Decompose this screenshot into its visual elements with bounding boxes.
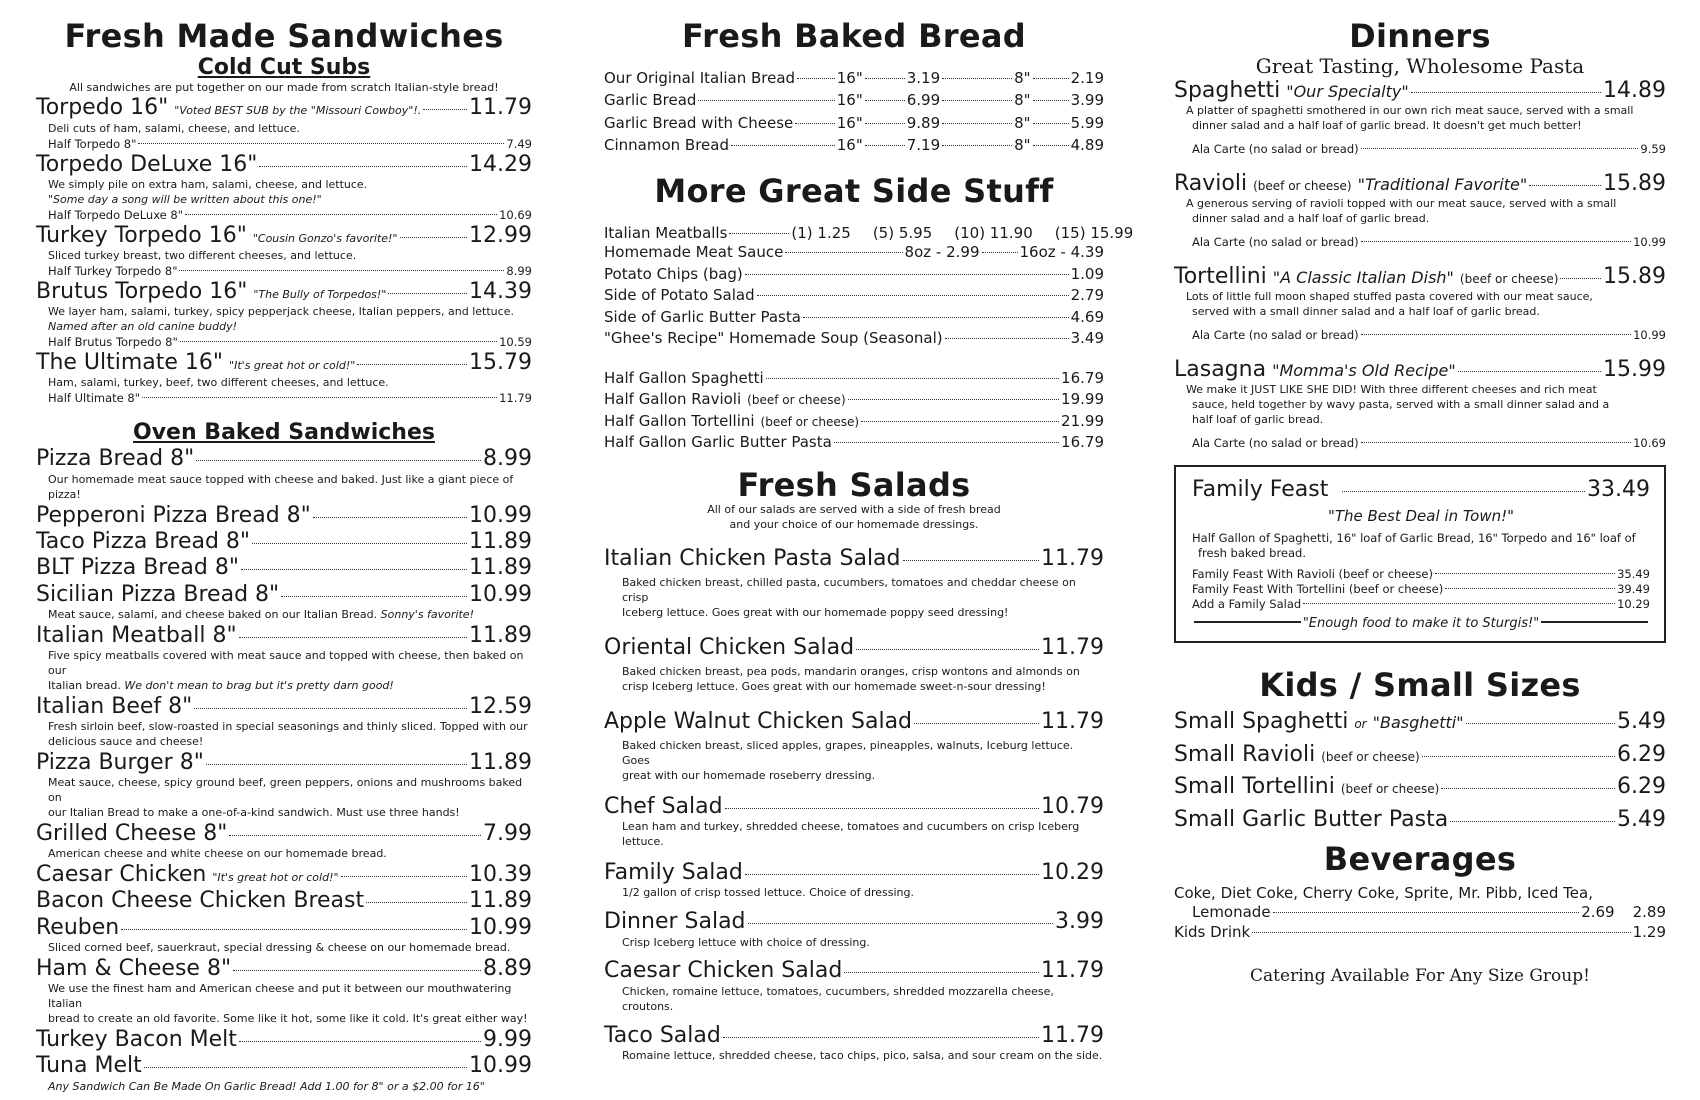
dinners-subtitle: Great Tasting, Wholesome Pasta: [1255, 53, 1585, 78]
bread-name: Our Original Italian Bread: [604, 68, 796, 87]
feast-options-list: [1192, 567, 1650, 612]
side-price: 3.49: [1070, 329, 1104, 348]
half-gallon-name: Half Gallon Garlic Butter Pasta: [604, 433, 832, 452]
feast-option-name: Family Feast With Ravioli (beef or cheese): [1192, 566, 1433, 581]
apple-salad-desc: Baked chicken breast, sliced apples, grapes, pineapples, walnuts, Iceburg lettuce. Goes great with our homemade roseberry dressing.: [622, 739, 1074, 783]
ham-cheese-desc: We use the finest ham and American cheese and put it between our mouthwatering Italian bread to create an old favorite. Some like it hot, some like it cold. It's great either way!: [48, 982, 528, 1026]
reuben-desc: Sliced corned beef, sauerkraut, special dressing & cheese on our homemade bread.: [48, 941, 511, 955]
torpedo-desc: Deli cuts of ham, salami, cheese, and lettuce.: [48, 121, 300, 135]
side-name: "Ghee's Recipe" Homemade Soup (Seasonal): [604, 329, 943, 348]
item-taco-pizza: Taco Pizza Bread 8" 11.89: [36, 528, 532, 554]
feast-option-price: 39.49: [1617, 581, 1650, 596]
item-half-turkey: Half Turkey Torpedo 8" 8.99: [48, 263, 532, 278]
item-half-ultimate: Half Ultimate 8" 11.79: [48, 391, 532, 406]
family-feast-box: [1174, 465, 1666, 643]
bread-size-large: 16": [836, 113, 863, 132]
feast-option: [1192, 567, 1650, 582]
taco-salad-desc: Romaine lettuce, shredded cheese, taco chips, pico, salsa, and sour cream on the side.: [622, 1048, 1103, 1062]
item-half-brutus: Half Brutus Torpedo 8" 10.59: [48, 334, 532, 349]
half-gallon-qual: (beef or cheese): [760, 414, 860, 429]
sicilian-desc: Meat sauce, salami, and cheese baked on our Italian Bread. Sonny's favorite!: [48, 608, 474, 622]
item-meatball: Italian Meatball 8" 11.89: [36, 622, 532, 648]
catering-note: Catering Available For Any Size Group!: [1250, 966, 1590, 987]
tortellini-ala-carte: Ala Carte (no salad or bread) 10.99: [1192, 327, 1666, 342]
bread-name: Garlic Bread: [604, 91, 697, 110]
feast-footer: "Enough food to make it to Sturgis!": [1192, 616, 1650, 633]
item-spaghetti: Spaghetti "Our Specialty" 14.89: [1174, 77, 1666, 103]
item-half-torpedo: Half Torpedo 8" 7.49: [48, 136, 532, 151]
meatball-desc: Five spicy meatballs covered with meat sauce and topped with cheese, then baked on our Italian bread. We don't mean to brag but it's pretty darn good!: [48, 649, 524, 692]
oriental-salad-desc: Baked chicken breast, pea pods, mandarin oranges, crisp wontons and almonds on crisp Iceberg lettuce. Goes great with our homemade sweet-n-sour dressing!: [622, 665, 1080, 694]
dinner-salad-desc: Crisp Iceberg lettuce with choice of dressing.: [622, 935, 870, 949]
feast-desc: Half Gallon of Spaghetti, 16" loaf of Garlic Bread, 16" Torpedo and 16" loaf of fresh baked bread.: [1192, 531, 1636, 561]
deluxe-quote: "Some day a song will be written about this one!": [48, 192, 322, 206]
feast-option: [1192, 597, 1650, 612]
grilled-desc: American cheese and white cheese on our homemade bread.: [48, 847, 387, 861]
turkey-desc: Sliced turkey breast, two different cheeses, and lettuce.: [48, 249, 357, 263]
spaghetti-desc: A platter of spaghetti smothered in our own rich meat sauce, served with a small dinner salad and a half loaf of garlic bread. It doesn't get much better!: [1186, 104, 1634, 133]
brutus-desc: We layer ham, salami, turkey, spicy pepperjack cheese, Italian peppers, and lettuce.: [48, 305, 514, 319]
item-chef-salad: Chef Salad 10.79: [604, 793, 1104, 819]
bread-size-small: 8": [1014, 68, 1031, 87]
item-ham-cheese: Ham & Cheese 8" 8.89: [36, 956, 532, 982]
side-item: [604, 308, 1104, 328]
item-apple-walnut-salad: Apple Walnut Chicken Salad 11.79: [604, 708, 1104, 734]
bread-price-small: 5.99: [1070, 113, 1104, 132]
item-sicilian: Sicilian Pizza Bread 8" 10.99: [36, 581, 532, 607]
item-ultimate: The Ultimate 16" "It's great hot or cold!" 15.79: [36, 349, 532, 375]
half-gallon-price: 16.79: [1061, 433, 1104, 452]
torpedo-tag: "Voted BEST SUB by the "Missouri Cowboy"!.: [174, 104, 422, 118]
item-italian-chicken-salad: Italian Chicken Pasta Salad 11.79: [604, 545, 1104, 571]
item-lemonade: Lemonade 2.69 2.89: [1192, 903, 1666, 922]
lasagna-ala-carte: Ala Carte (no salad or bread) 10.69: [1192, 435, 1666, 450]
bread-size-small: 8": [1014, 91, 1031, 110]
half-gallon-price: 19.99: [1061, 390, 1104, 409]
item-family-feast: Family Feast 33.49: [1192, 476, 1650, 502]
half-gallon-item: [604, 433, 1104, 453]
item-tuna-melt: Tuna Melt 10.99: [36, 1053, 532, 1079]
deluxe-desc: We simply pile on extra ham, salami, cheese, and lettuce.: [48, 178, 368, 192]
side-item: [604, 286, 1104, 306]
lasagna-desc: We make it JUST LIKE SHE DID! With three different cheeses and rich meat sauce, held together by wavy pasta, served with a small dinner salad and a half loaf of garlic bread.: [1186, 383, 1610, 426]
item-small-tortellini: Small Tortellini (beef or cheese) 6.29: [1174, 774, 1666, 800]
bread-price-large: 9.89: [906, 113, 941, 132]
salads-note-2: and your choice of our homemade dressings.: [729, 517, 979, 531]
italian-salad-desc: Baked chicken breast, chilled pasta, cucumbers, tomatoes and cheddar cheese on crisp Iceberg lettuce. Goes great with our homemade poppy seed dressing!: [622, 576, 1076, 620]
family-salad-desc: 1/2 gallon of crisp tossed lettuce. Choice of dressing.: [622, 886, 914, 900]
caesar-salad-desc: Chicken, romaine lettuce, tomatoes, cucumbers, shredded mozzarella cheese, croutons.: [622, 984, 1054, 1013]
feast-option-price: 35.49: [1617, 566, 1650, 581]
side-name: Potato Chips (bag): [604, 264, 743, 283]
half-gallon-qual: (beef or cheese): [747, 393, 846, 408]
side-price: 2.79: [1070, 286, 1104, 305]
torpedo-price: 11.79: [469, 95, 532, 121]
bread-price-small: 2.19: [1070, 68, 1104, 87]
item-italian-beef: Italian Beef 8" 12.59: [36, 693, 532, 719]
sides-list: [604, 265, 1104, 349]
half-gallon-item: [604, 412, 1104, 432]
item-half-deluxe: Half Torpedo DeLuxe 8" 10.69: [48, 207, 532, 222]
side-name: Side of Garlic Butter Pasta: [604, 307, 801, 326]
beef-desc: Fresh sirloin beef, slow-roasted in special seasonings and thinly sliced. Topped with our delicious sauce and cheese!: [48, 720, 528, 749]
bread-price-large: 3.19: [906, 68, 941, 87]
feast-option-name: Family Feast With Tortellini (beef or cheese): [1192, 581, 1444, 596]
sides-title: More Great Side Stuff: [654, 171, 1054, 210]
item-blt: BLT Pizza Bread 8" 11.89: [36, 555, 532, 581]
item-bacon-chicken: Bacon Cheese Chicken Breast 11.89: [36, 888, 532, 914]
bread-item: [604, 114, 1104, 134]
item-small-garlic-pasta: Small Garlic Butter Pasta 5.49: [1174, 806, 1666, 832]
bread-list: [604, 69, 1104, 156]
item-pizza-bread: Pizza Bread 8" 8.99: [36, 446, 532, 472]
item-meatballs: Italian Meatballs (1) 1.25 (5) 5.95 (10) 11.90 (15) 15.99: [604, 223, 1134, 242]
item-dinner-salad: Dinner Salad 3.99: [604, 909, 1104, 935]
bread-size-large: 16": [836, 91, 863, 110]
item-oriental-salad: Oriental Chicken Salad 11.79: [604, 634, 1104, 660]
item-pizza-burger: Pizza Burger 8" 11.89: [36, 749, 532, 775]
beverages-title: Beverages: [1323, 840, 1517, 879]
half-gallon-name: Half Gallon Ravioli: [604, 390, 742, 409]
dinners-column: [1174, 18, 1666, 986]
side-price: 4.69: [1070, 307, 1104, 326]
salads-title: Fresh Salads: [737, 465, 971, 504]
item-kids-drink: Kids Drink 1.29: [1174, 922, 1666, 941]
half-gallon-item: [604, 390, 1104, 410]
bread-price-small: 4.89: [1070, 136, 1104, 155]
bread-sides-salads-column: [604, 17, 1134, 1064]
beverages-line: Coke, Diet Coke, Cherry Coke, Sprite, Mr. Pibb, Iced Tea,: [1174, 883, 1593, 902]
bread-item: [604, 91, 1104, 111]
item-brutus: Brutus Torpedo 16" "The Bully of Torpedos!" 14.39: [36, 278, 532, 304]
item-lasagna: Lasagna "Momma's Old Recipe" 15.99: [1174, 356, 1666, 382]
ravioli-ala-carte: Ala Carte (no salad or bread) 10.99: [1192, 234, 1666, 249]
bread-name: Garlic Bread with Cheese: [604, 113, 794, 132]
ultimate-desc: Ham, salami, turkey, beef, two different cheeses, and lettuce.: [48, 376, 389, 390]
item-tortellini: Tortellini "A Classic Italian Dish" (beef or cheese) 15.89: [1174, 263, 1666, 289]
item-taco-salad: Taco Salad 11.79: [604, 1022, 1104, 1048]
half-gallon-name: Half Gallon Spaghetti: [604, 368, 764, 387]
item-reuben: Reuben 10.99: [36, 914, 532, 940]
bread-price-large: 7.19: [906, 136, 941, 155]
half-gallon-item: [604, 369, 1104, 389]
feast-option: [1192, 582, 1650, 597]
item-pepperoni: Pepperoni Pizza Bread 8" 10.99: [36, 502, 532, 528]
item-ravioli: Ravioli (beef or cheese) "Traditional Favorite" 15.89: [1174, 170, 1666, 196]
sandwiches-column: [36, 18, 532, 1095]
half-gallon-name: Half Gallon Tortellini: [604, 411, 755, 430]
bread-size-small: 8": [1014, 113, 1031, 132]
half-gallon-list: [604, 369, 1104, 453]
dinners-title: Dinners: [1349, 17, 1491, 55]
pizza-bread-desc: Our homemade meat sauce topped with cheese and baked. Just like a giant piece of pizza!: [48, 472, 514, 501]
feast-tagline: "The Best Deal in Town!": [1327, 507, 1515, 526]
salads-note-1: All of our salads are served with a side of fresh bread: [707, 503, 1001, 517]
item-caesar-chicken-salad: Caesar Chicken Salad 11.79: [604, 958, 1104, 984]
feast-option-price: 10.29: [1617, 596, 1650, 611]
cold-cut-title: Cold Cut Subs: [197, 54, 371, 80]
item-caesar-chicken: Caesar Chicken "It's great hot or cold!" 10.39: [36, 862, 532, 888]
item-turkey-torpedo: Turkey Torpedo 16" "Cousin Gonzo's favorite!" 12.99: [36, 222, 532, 248]
item-family-salad: Family Salad 10.29: [604, 859, 1104, 885]
side-price: 1.09: [1070, 264, 1104, 283]
bread-price-large: 6.99: [906, 91, 941, 110]
bread-size-large: 16": [836, 136, 863, 155]
item-torpedo: Torpedo 16" "Voted BEST SUB by the "Missouri Cowboy"!. 11.79: [36, 95, 532, 121]
item-deluxe: Torpedo DeLuxe 16" 14.29: [36, 151, 532, 177]
half-gallon-price: 21.99: [1061, 411, 1104, 430]
item-small-spaghetti: Small Spaghetti or "Basghetti" 5.49: [1174, 709, 1666, 735]
item-turkey-bacon: Turkey Bacon Melt 9.99: [36, 1027, 532, 1052]
side-name: Side of Potato Salad: [604, 286, 755, 305]
item-meat-sauce: Homemade Meat Sauce 8oz - 2.99 16oz - 4.39: [604, 243, 1104, 262]
oven-baked-title: Oven Baked Sandwiches: [133, 420, 435, 446]
tortellini-desc: Lots of little full moon shaped stuffed pasta covered with our meat sauce, served with a small dinner salad and a half loaf of garlic bread.: [1186, 290, 1593, 319]
side-item: [604, 265, 1104, 285]
bread-item: [604, 69, 1104, 89]
item-small-ravioli: Small Ravioli (beef or cheese) 6.29: [1174, 741, 1666, 767]
half-gallon-price: 16.79: [1061, 368, 1104, 387]
item-grilled-cheese: Grilled Cheese 8" 7.99: [36, 820, 532, 846]
bread-price-small: 3.99: [1070, 91, 1104, 110]
bread-item: [604, 136, 1104, 156]
cold-cut-note: All sandwiches are put together on our made from scratch Italian-style bread!: [69, 81, 499, 95]
chef-salad-desc: Lean ham and turkey, shredded cheese, tomatoes and cucumbers on crisp Iceberg lettuce.: [622, 820, 1080, 849]
bread-size-large: 16": [836, 68, 863, 87]
brutus-quote: Named after an old canine buddy!: [48, 320, 238, 334]
bread-title: Fresh Baked Bread: [682, 17, 1026, 55]
kids-title: Kids / Small Sizes: [1259, 665, 1581, 704]
side-item: [604, 329, 1104, 349]
bread-size-small: 8": [1014, 136, 1031, 155]
sandwiches-title: Fresh Made Sandwiches: [64, 17, 504, 55]
pizza-burger-desc: Meat sauce, cheese, spicy ground beef, green peppers, onions and mushrooms baked on our Italian Bread to make a one-of-a-kind sandwich. Must use three hands!: [48, 776, 523, 819]
bread-name: Cinnamon Bread: [604, 136, 729, 155]
feast-option-name: Add a Family Salad: [1192, 596, 1302, 611]
ravioli-desc: A generous serving of ravioli topped with our meat sauce, served with a small dinner salad and a half loaf of garlic bread.: [1186, 197, 1617, 226]
spaghetti-ala-carte: Ala Carte (no salad or bread) 9.59: [1192, 141, 1666, 156]
sandwich-footer: Any Sandwich Can Be Made On Garlic Bread! Add 1.00 for 8" or a $2.00 for 16": [48, 1079, 485, 1093]
